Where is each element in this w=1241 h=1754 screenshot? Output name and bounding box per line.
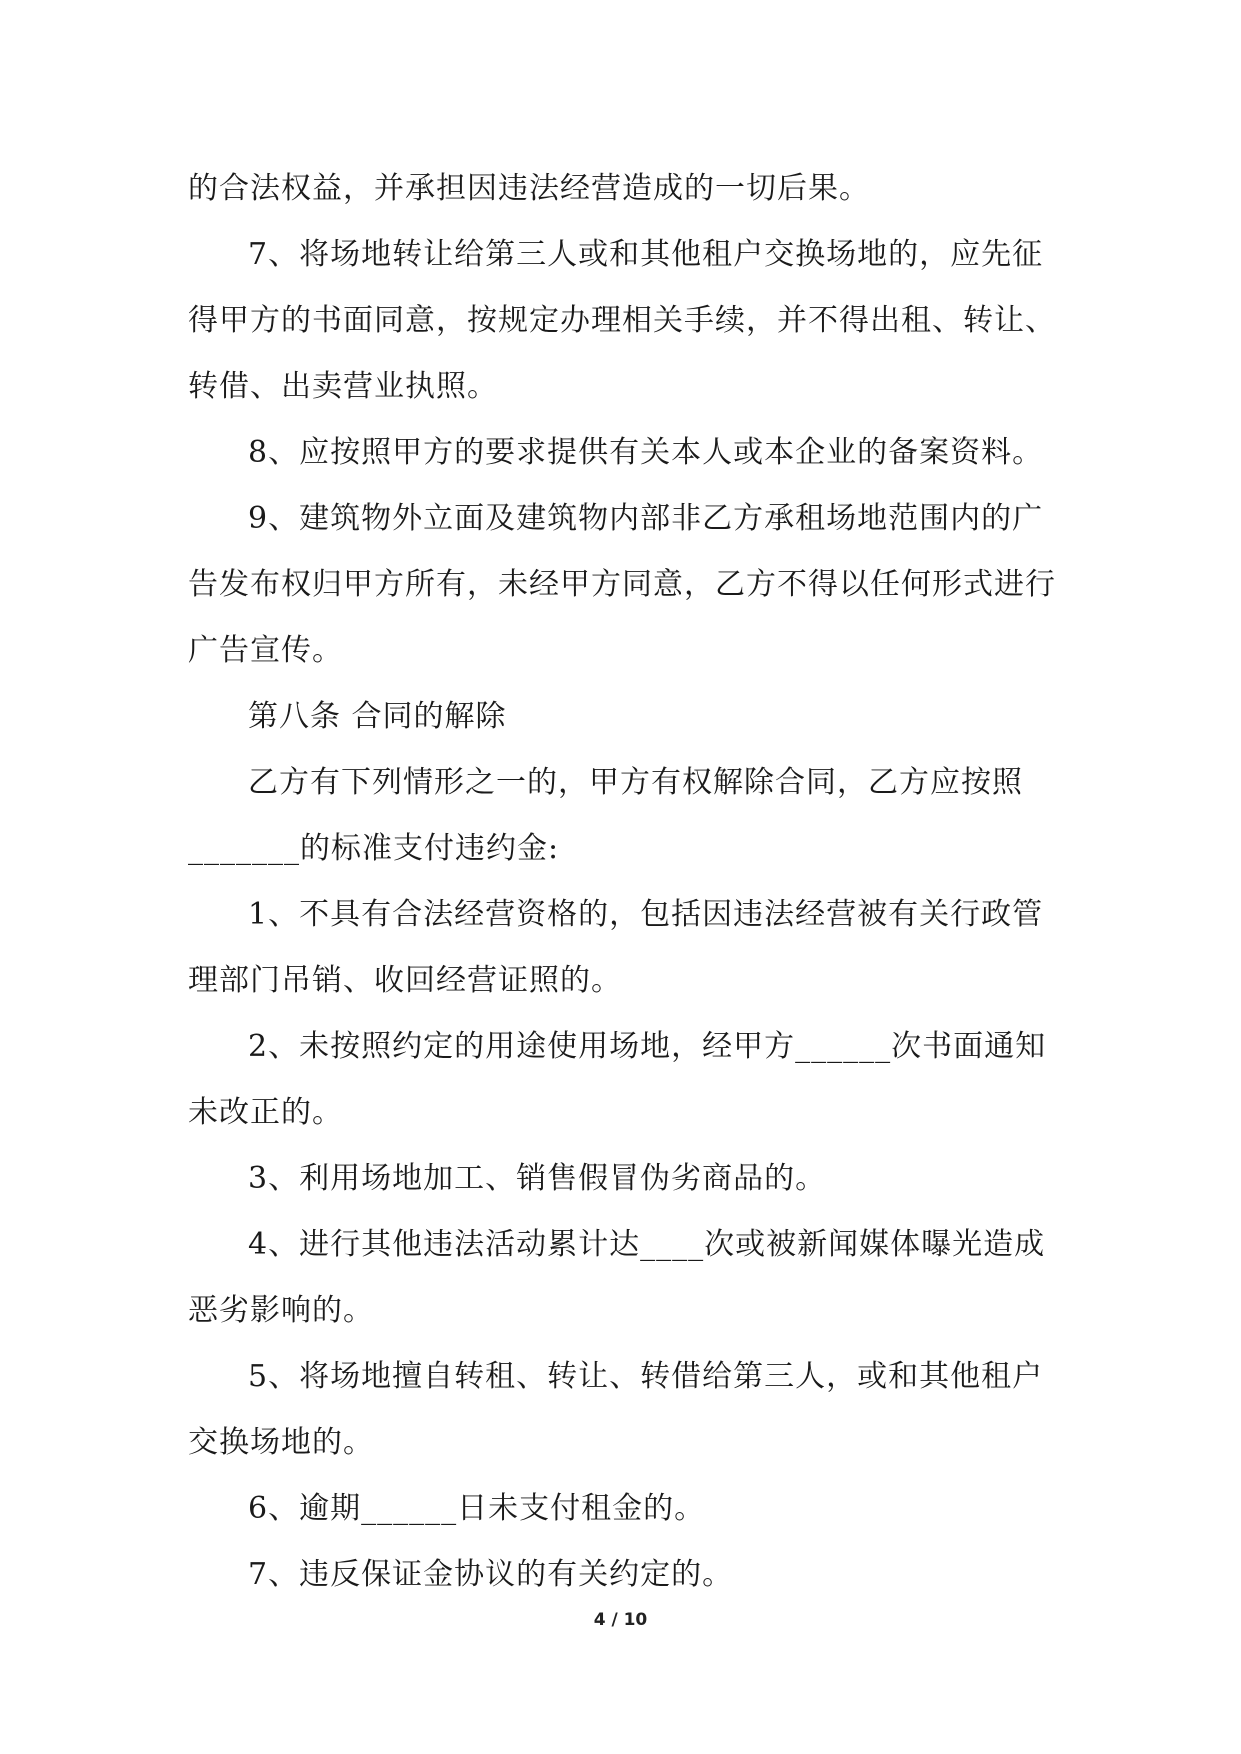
termination-item-3: 3、利用场地加工、销售假冒伪劣商品的。 — [248, 1161, 827, 1196]
termination-item-2-line-2: 未改正的。 — [188, 1095, 343, 1130]
text-line: 的合法权益，并承担因违法经营造成的一切后果。 — [188, 171, 870, 206]
termination-intro-line-1: 乙方有下列情形之一的，甲方有权解除合同，乙方应按照 — [248, 765, 1023, 800]
page-number: 4 / 10 — [593, 1610, 648, 1630]
termination-item-2-line-1: 2、未按照约定的用途使用场地，经甲方______次书面通知 — [248, 1029, 1047, 1064]
termination-item-1-line-2: 理部门吊销、收回经营证照的。 — [188, 963, 622, 998]
clause-9-line-3: 广告宣传。 — [188, 633, 343, 668]
article-8-heading: 第八条 合同的解除 — [248, 699, 507, 734]
clause-8-line: 8、应按照甲方的要求提供有关本人或本企业的备案资料。 — [248, 435, 1044, 470]
clause-7-line-2: 得甲方的书面同意，按规定办理相关手续，并不得出租、转让、 — [188, 303, 1056, 338]
clause-7-line-3: 转借、出卖营业执照。 — [188, 369, 498, 404]
termination-item-7: 7、违反保证金协议的有关约定的。 — [248, 1557, 734, 1592]
termination-item-5-line-2: 交换场地的。 — [188, 1425, 374, 1460]
clause-9-line-1: 9、建筑物外立面及建筑物内部非乙方承租场地范围内的广 — [248, 501, 1044, 536]
contract-body — [188, 156, 1068, 1608]
termination-item-5-line-1: 5、将场地擅自转租、转让、转借给第三人，或和其他租户 — [248, 1359, 1044, 1394]
termination-item-4-line-1: 4、进行其他违法活动累计达____次或被新闻媒体曝光造成 — [248, 1227, 1046, 1262]
termination-item-1-line-1: 1、不具有合法经营资格的，包括因违法经营被有关行政管 — [248, 897, 1044, 932]
termination-item-6: 6、逾期______日未支付租金的。 — [248, 1491, 706, 1526]
termination-item-4-line-2: 恶劣影响的。 — [188, 1293, 374, 1328]
clause-9-line-2: 告发布权归甲方所有，未经甲方同意，乙方不得以任何形式进行 — [188, 567, 1056, 602]
clause-7-line-1: 7、将场地转让给第三人或和其他租户交换场地的，应先征 — [248, 237, 1044, 272]
termination-intro-line-2: _______的标准支付违约金: — [188, 831, 560, 866]
